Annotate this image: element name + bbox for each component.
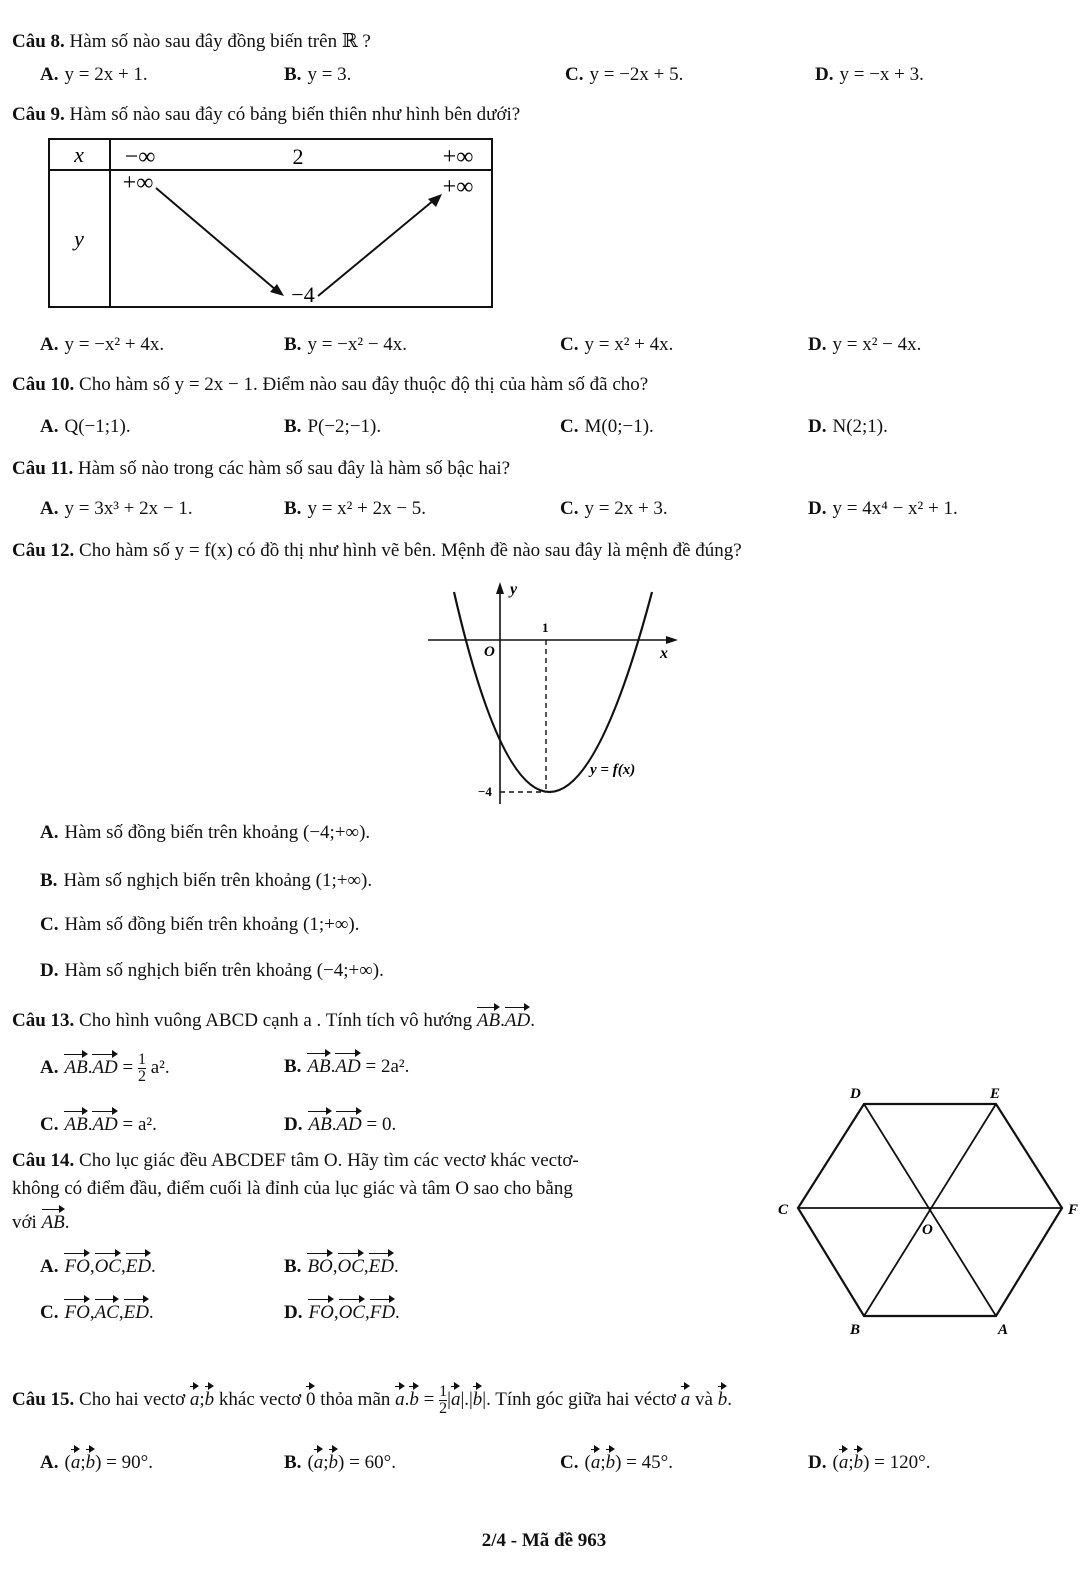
center-o: O [922, 1222, 933, 1238]
q9-option-a[interactable]: A. y = −x² + 4x. [40, 334, 165, 355]
question-12-text: Cho hàm số y = f(x) có đồ thị như hình vẽ bên. Mệnh đề nào sau đây là mệnh đề đúng? [79, 540, 742, 561]
table-x-plus-inf: +∞ [442, 144, 474, 170]
table-x-2: 2 [292, 144, 304, 169]
question-14-line-3: với AB. [12, 1212, 70, 1233]
hexagon-figure [770, 1080, 1088, 1342]
fraction-half-15: $\frac{1}{2}$ [439, 1383, 448, 1417]
table-y-left-inf: +∞ [122, 170, 154, 196]
q8-option-c[interactable]: C. y = −2x + 5. [565, 64, 684, 85]
q9-option-c[interactable]: C. y = x² + 4x. [560, 334, 674, 355]
q12-option-a[interactable]: A. Hàm số đồng biến trên khoảng (−4;+∞). [40, 822, 371, 843]
x-axis-label: x [660, 645, 668, 662]
q12-option-b[interactable]: B. Hàm số nghịch biến trên khoảng (1;+∞). [40, 870, 373, 891]
table-y-min: −4 [291, 282, 315, 307]
table-y-label: y [74, 226, 84, 251]
q14-option-b[interactable]: B. BO,OC,ED. [284, 1256, 399, 1277]
variation-table [48, 138, 496, 310]
vertex-d: D [850, 1086, 861, 1102]
q10-option-c[interactable]: C. M(0;−1). [560, 416, 654, 437]
tick-1: 1 [542, 620, 549, 635]
question-14: Câu 14. Cho lục giác đều ABCDEF tâm O. Hãy tìm các vectơ khác vectơ- [12, 1150, 579, 1171]
q9-option-d[interactable]: D. y = x² − 4x. [808, 334, 922, 355]
q13-option-d[interactable]: D. AB.AD = 0. [284, 1114, 397, 1135]
vertex-f: F [1068, 1202, 1079, 1218]
vector-ab: AB [476, 1010, 501, 1031]
question-8-text: Hàm số nào sau đây đồng biến trên ℝ ? [69, 31, 371, 52]
function-label: y = f(x) [590, 762, 636, 778]
q15-option-c[interactable]: C. (a;b) = 45°. [560, 1452, 673, 1473]
q10-option-d[interactable]: D. N(2;1). [808, 416, 888, 437]
fraction-half: $\frac{1}{2}$ [138, 1051, 146, 1085]
q8-option-d[interactable]: D. y = −x + 3. [815, 64, 924, 85]
question-11-text: Hàm số nào trong các hàm số sau đây là hàm số bậc hai? [78, 458, 511, 479]
vector-ad: AD [504, 1010, 531, 1031]
question-10-text: Cho hàm số y = 2x − 1. Điểm nào sau đây thuộc độ thị của hàm số đã cho? [79, 374, 649, 395]
q13-option-c[interactable]: C. AB.AD = a². [40, 1114, 157, 1135]
question-14-line-2: không có điểm đầu, điểm cuối là đỉnh của lục giác và tâm O sao cho bằng [12, 1178, 573, 1199]
table-x-label: x [74, 142, 84, 167]
origin-label: O [484, 644, 495, 660]
vertex-a: A [998, 1322, 1009, 1338]
question-10: Câu 10. Cho hàm số y = 2x − 1. Điểm nào sau đây thuộc độ thị của hàm số đã cho? [12, 374, 649, 395]
page-footer: 2/4 - Mã đề 963 [481, 1530, 607, 1551]
q12-option-d[interactable]: D. Hàm số nghịch biến trên khoảng (−4;+∞). [40, 960, 384, 981]
q14-option-a[interactable]: A. FO,OC,ED. [40, 1256, 156, 1277]
q8-option-a[interactable]: A. y = 2x + 1. [40, 64, 148, 85]
q8-option-b[interactable]: B. y = 3. [284, 64, 352, 85]
decreasing-arrow [156, 188, 276, 290]
q15-option-b[interactable]: B. (a;b) = 60°. [284, 1452, 396, 1473]
vertex-b: B [850, 1322, 861, 1338]
increasing-arrow [318, 200, 434, 296]
q10-option-b[interactable]: B. P(−2;−1). [284, 416, 382, 437]
question-12: Câu 12. Cho hàm số y = f(x) có đồ thị như hình vẽ bên. Mệnh đề nào sau đây là mệnh đề đúng? [12, 540, 742, 561]
parabola-graph [420, 574, 690, 814]
table-x-minus-inf: −∞ [124, 144, 156, 170]
vertex-c: C [778, 1202, 789, 1218]
q11-option-d[interactable]: D. y = 4x⁴ − x² + 1. [808, 498, 958, 519]
q10-option-a[interactable]: A. Q(−1;1). [40, 416, 131, 437]
q12-option-c[interactable]: C. Hàm số đồng biến trên khoảng (1;+∞). [40, 914, 360, 935]
question-11: Câu 11. Hàm số nào trong các hàm số sau đây là hàm số bậc hai? [12, 458, 511, 479]
q14-option-c[interactable]: C. FO,AC,ED. [40, 1302, 154, 1323]
question-13: Câu 13. Cho hình vuông ABCD cạnh a . Tính tích vô hướng AB.AD. [12, 1010, 535, 1031]
q11-option-b[interactable]: B. y = x² + 2x − 5. [284, 498, 427, 519]
question-15: Câu 15. Cho hai vectơ a;b khác vectơ 0 thỏa mãn a.b = $\frac{1}{2}$ |a|.|b|. Tính góc giữa hai véctơ a và b. [12, 1383, 732, 1417]
q15-option-d[interactable]: D. (a;b) = 120°. [808, 1452, 931, 1473]
q11-option-c[interactable]: C. y = 2x + 3. [560, 498, 668, 519]
q13-option-a[interactable]: A. AB.AD = $\frac{1}{2}$ a². [40, 1051, 170, 1085]
tick-minus-4: −4 [478, 784, 492, 799]
q11-option-a[interactable]: A. y = 3x³ + 2x − 1. [40, 498, 193, 519]
q9-option-b[interactable]: B. y = −x² − 4x. [284, 334, 408, 355]
q14-option-d[interactable]: D. FO,OC,FD. [284, 1302, 400, 1323]
vertex-e: E [990, 1086, 1001, 1102]
q15-option-a[interactable]: A. (a;b) = 90°. [40, 1452, 153, 1473]
question-9: Câu 9. Hàm số nào sau đây có bảng biến thiên như hình bên dưới? [12, 104, 521, 125]
table-y-right-inf: +∞ [442, 174, 474, 200]
question-8: Câu 8. Hàm số nào sau đây đồng biến trên ℝ ? [12, 31, 371, 52]
question-9-text: Hàm số nào sau đây có bảng biến thiên như hình bên dưới? [69, 104, 521, 125]
q13-option-b[interactable]: B. AB.AD = 2a². [284, 1056, 410, 1077]
y-axis-label: y [510, 581, 518, 598]
